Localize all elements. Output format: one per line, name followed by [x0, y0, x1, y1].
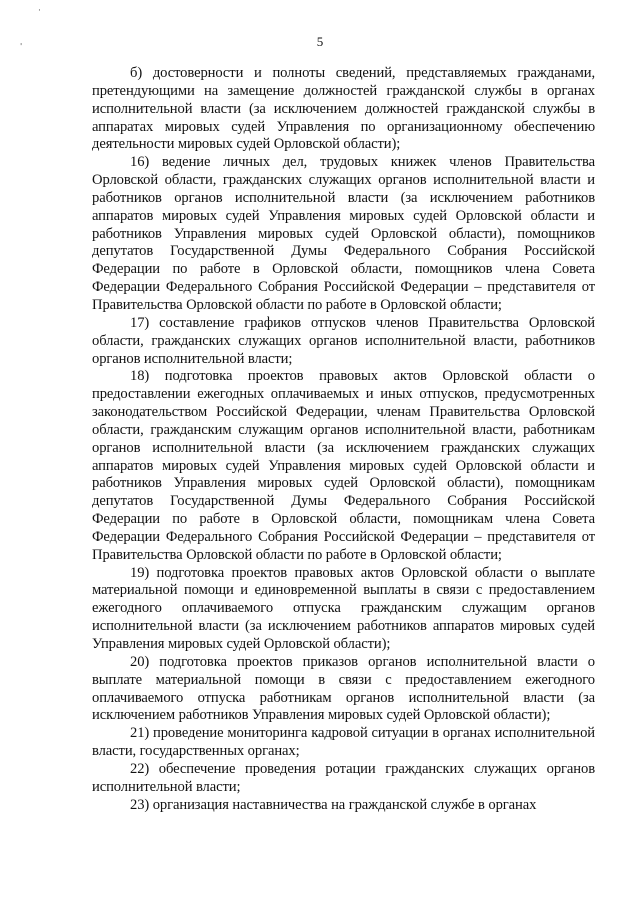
paragraph-22: 22) обеспечение проведения ротации гражданских служащих органов исполнительной власти;	[92, 760, 595, 795]
paragraph-17: 17) составление графиков отпусков членов Правительства Орловской области, гражданских служащих органов исполнительной власти, работников органов исполнительной власти;	[92, 314, 595, 367]
paragraph-19: 19) подготовка проектов правовых актов Орловской области о выплате материальной помощи и единовременной выплаты в связи с предоставлением ежегодного оплачиваемого отпуска гражданским служащим органов исполнительной власти (за исключением работников аппаратов мировых судей Управления мировых судей Орловской области);	[92, 564, 595, 652]
paragraph-23: 23) организация наставничества на гражданской службе в органах	[130, 796, 537, 813]
paragraph-16: 16) ведение личных дел, трудовых книжек членов Правительства Орловской области, гражданских служащих органов исполнительной власти и работников органов исполнительной власти (за исключением работников аппаратов мировых судей Управления мировых судей Орловской области и работников Управления мировых судей Орловской области), помощников депутатов Государственной Думы Федерального Собрания Российской Федерации по работе в Орловской области, помощников члена Совета Федерации Федерального Собрания Российской Федерации – представителя от Правительства Орловской области по работе в Орловской области;	[92, 154, 595, 313]
paragraph-21: 21) проведение мониторинга кадровой ситуации в органах исполнительной власти, государственных органах;	[92, 725, 595, 760]
paragraph-6: б) достоверности и полноты сведений, представляемых гражданами, претендующими на замещение должностей гражданской службы в органах исполнительной власти (за исключением должностей гражданской службы в аппаратах мировых судей Управления по организационному обеспечению деятельности мировых судей Орловской области);	[92, 65, 595, 153]
document-body	[92, 65, 595, 814]
paragraph-20: 20) подготовка проектов приказов органов исполнительной власти о выплате материальной помощи в связи с предоставлением ежегодного оплачиваемого отпуска работникам органов исполнительной власти (за исключением работников Управления мировых судей Орловской области);	[92, 653, 595, 724]
scan-speck: '	[20, 42, 23, 51]
page-number: 5	[316, 34, 324, 49]
scan-speck: ·	[38, 6, 41, 16]
paragraph-18: 18) подготовка проектов правовых актов Орловской области о предоставлении ежегодных оплачиваемых и иных отпусков, предусмотренных законодательством Российской Федерации, членам Правительства Орловской области, гражданским служащим органов исполнительной власти, работникам органов исполнительной власти (за исключением гражданских служащих аппаратов мировых судей Управления мировых судей Орловской области и работников Управления мировых судей Орловской области), помощникам депутатов Государственной Думы Федерального Собрания Российской Федерации по работе в Орловской области, помощникам члена Совета Федерации Федерального Собрания Российской Федерации – представителя от Правительства Орловской области по работе в Орловской области;	[92, 368, 595, 563]
